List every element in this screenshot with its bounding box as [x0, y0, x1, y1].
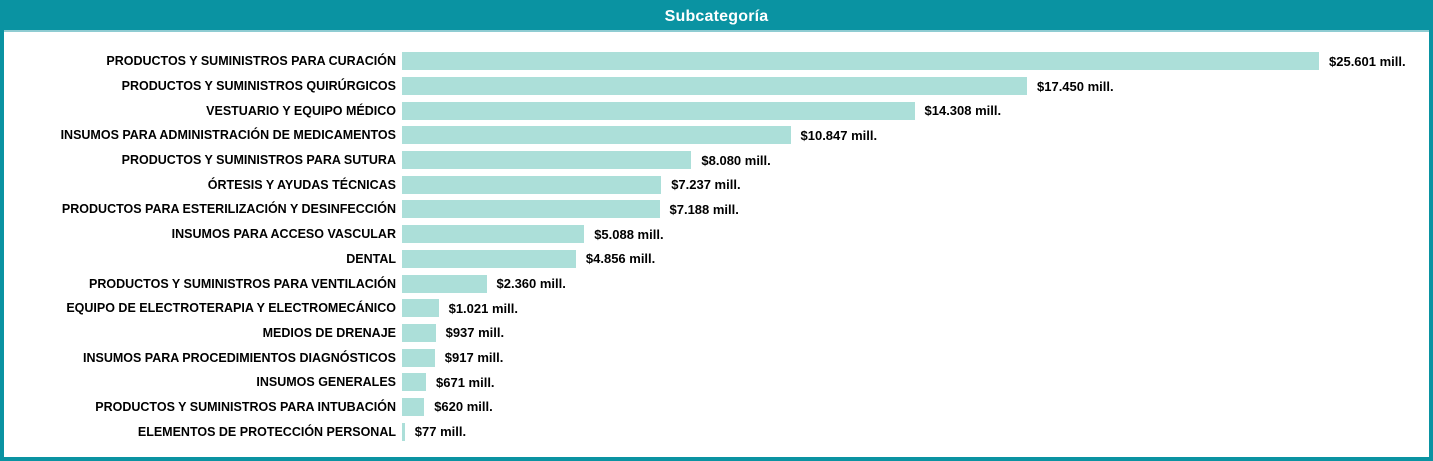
category-label: INSUMOS PARA PROCEDIMIENTOS DIAGNÓSTICOS [83, 350, 396, 365]
table-row [4, 370, 1429, 395]
bar[interactable] [402, 299, 439, 317]
bar-track [396, 395, 1429, 420]
bar-track [396, 197, 1429, 222]
value-label: $10.847 mill. [800, 127, 878, 143]
bar[interactable] [402, 349, 435, 367]
table-row [4, 197, 1429, 222]
value-label: $937 mill. [445, 325, 505, 341]
table-row [4, 247, 1429, 272]
value-label: $5.088 mill. [594, 226, 664, 242]
category-label: INSUMOS PARA ADMINISTRACIÓN DE MEDICAMENTOS [60, 128, 396, 143]
value-label: $620 mill. [434, 399, 493, 415]
category-label: PRODUCTOS Y SUMINISTROS PARA CURACIÓN [106, 54, 396, 69]
bar[interactable] [402, 77, 1027, 95]
bar[interactable] [402, 373, 426, 391]
bar[interactable] [402, 250, 576, 268]
value-label: $17.450 mill. [1037, 78, 1114, 94]
category-label: PRODUCTOS Y SUMINISTROS PARA INTUBACIÓN [95, 399, 396, 414]
bar-track [396, 74, 1429, 99]
value-label: $917 mill. [444, 350, 504, 366]
category-label: EQUIPO DE ELECTROTERAPIA Y ELECTROMECÁNICO [66, 301, 396, 316]
table-row [4, 98, 1429, 123]
value-label: $671 mill. [436, 374, 495, 390]
bar[interactable] [402, 275, 487, 293]
table-row [4, 321, 1429, 346]
value-label: $1.021 mill. [448, 300, 518, 316]
bar-track [396, 49, 1429, 74]
table-row [4, 222, 1429, 247]
category-label: PRODUCTOS Y SUMINISTROS PARA SUTURA [121, 153, 396, 168]
bar[interactable] [402, 200, 660, 218]
value-label: $25.601 mill. [1329, 53, 1406, 69]
bar-track [396, 271, 1429, 296]
table-row [4, 395, 1429, 420]
bar-track [396, 123, 1429, 148]
value-label: $8.080 mill. [701, 152, 771, 168]
table-row [4, 296, 1429, 321]
bar[interactable] [402, 151, 691, 169]
chart-title: Subcategoría [664, 8, 769, 25]
category-label: PRODUCTOS PARA ESTERILIZACIÓN Y DESINFECCIÓN [61, 202, 396, 217]
chart-plot-area [4, 32, 1429, 444]
table-row [4, 49, 1429, 74]
bar[interactable] [402, 102, 915, 120]
bar[interactable] [402, 52, 1319, 70]
category-label: VESTUARIO Y EQUIPO MÉDICO [206, 103, 396, 118]
bar-track [396, 247, 1429, 272]
bar[interactable] [402, 423, 405, 441]
bar[interactable] [402, 398, 424, 416]
category-label: MEDIOS DE DRENAJE [262, 325, 396, 340]
bar[interactable] [402, 126, 791, 144]
table-row [4, 345, 1429, 370]
bar-track [396, 370, 1429, 395]
category-label: INSUMOS GENERALES [256, 375, 396, 390]
visual-header [4, 4, 1429, 32]
value-label: $77 mill. [414, 424, 467, 440]
bar-track [396, 98, 1429, 123]
category-label: DENTAL [346, 251, 396, 266]
value-label: $7.188 mill. [669, 201, 739, 217]
value-label: $2.360 mill. [496, 276, 566, 292]
category-label: ÓRTESIS Y AYUDAS TÉCNICAS [207, 177, 396, 192]
table-row [4, 74, 1429, 99]
bar-track [396, 321, 1429, 346]
bar[interactable] [402, 225, 584, 243]
bar-track [396, 345, 1429, 370]
table-row [4, 123, 1429, 148]
value-label: $14.308 mill. [924, 103, 1002, 119]
table-row [4, 172, 1429, 197]
value-label: $4.856 mill. [585, 251, 656, 267]
bar-track [396, 296, 1429, 321]
table-row [4, 148, 1429, 173]
bar[interactable] [402, 324, 436, 342]
table-row [4, 419, 1429, 444]
category-label: PRODUCTOS Y SUMINISTROS PARA VENTILACIÓN [89, 276, 396, 291]
category-label: PRODUCTOS Y SUMINISTROS QUIRÚRGICOS [121, 79, 396, 94]
bar-track [396, 172, 1429, 197]
bar-track [396, 419, 1429, 444]
value-label: $7.237 mill. [671, 177, 741, 193]
table-row [4, 271, 1429, 296]
bar-track [396, 222, 1429, 247]
bar[interactable] [402, 176, 661, 194]
bar-track [396, 148, 1429, 173]
category-label: INSUMOS PARA ACCESO VASCULAR [171, 227, 396, 242]
category-label: ELEMENTOS DE PROTECCIÓN PERSONAL [137, 424, 396, 439]
